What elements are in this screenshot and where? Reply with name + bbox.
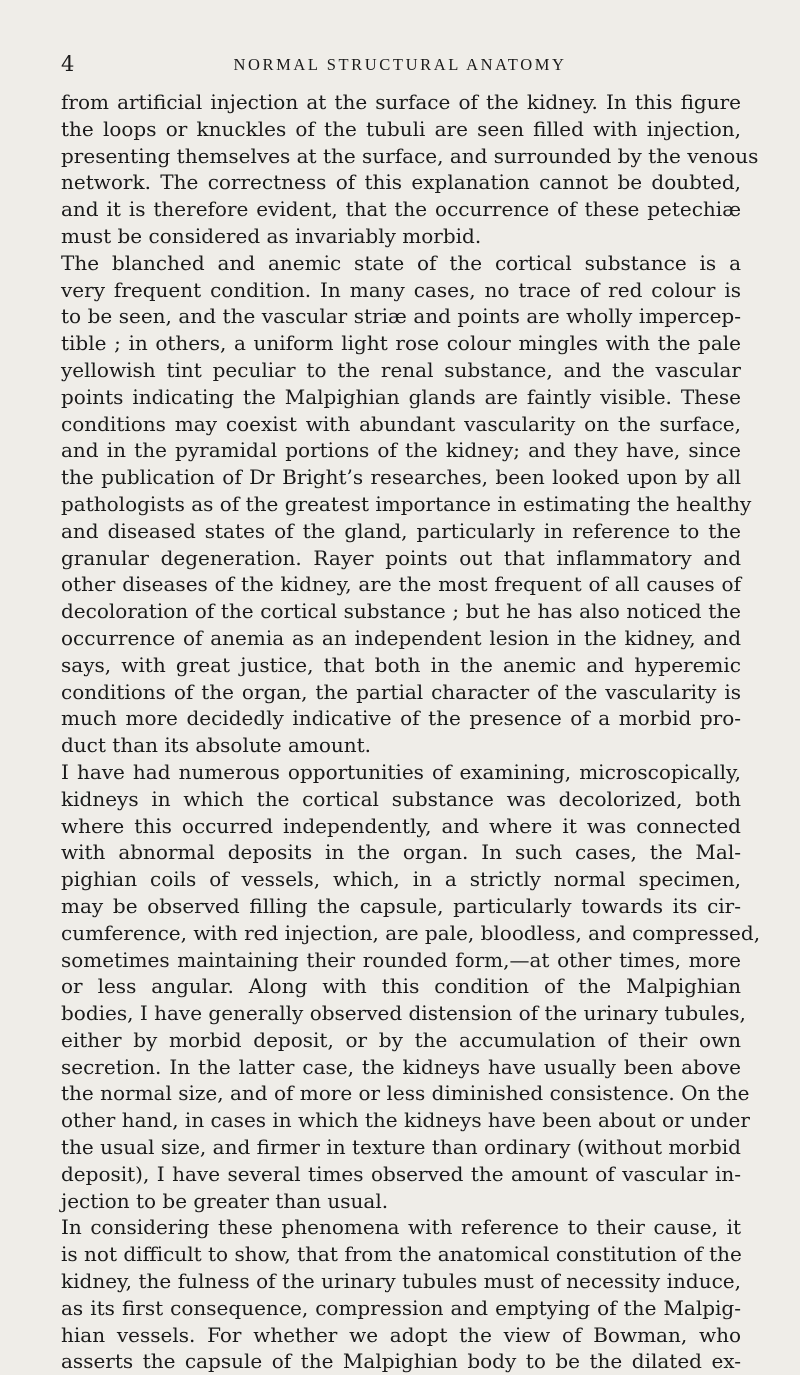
text-line: jection to be greater than usual. (61, 1188, 389, 1213)
body-text (61, 89, 761, 1375)
text-line: sometimes maintaining their rounded form,—at other times, more (61, 947, 741, 972)
text-line: pighian coils of vessels, which, in a strictly normal specimen, (61, 867, 741, 892)
text-line: must be considered as invariably morbid. (61, 223, 482, 248)
text-line: the loops or knuckles of the tubuli are seen filled with injection, (61, 116, 741, 141)
text-line: and it is therefore evident, that the occurrence of these petechiæ (61, 197, 741, 222)
text-line: asserts the capsule of the Malpighian body to be the dilated ex- (61, 1349, 741, 1374)
text-line: occurrence of anemia as an independent lesion in the kidney, and (61, 625, 741, 650)
text-line: says, with great justice, that both in the anemic and hyperemic (61, 652, 741, 677)
page-number: 4 (61, 52, 75, 76)
text-line: the usual size, and firmer in texture than ordinary (without morbid (61, 1135, 741, 1160)
text-line: The blanched and anemic state of the cortical substance is a (61, 250, 741, 275)
text-line: from artificial injection at the surface of the kidney. In this figure (61, 90, 741, 114)
text-line: kidney, the fulness of the urinary tubules must of necessity induce, (61, 1269, 741, 1294)
text-line: much more decidedly indicative of the presence of a morbid pro- (61, 706, 741, 731)
text-line: hian vessels. For whether we adopt the view of Bowman, who (61, 1322, 741, 1347)
text-line: presenting themselves at the surface, and surrounded by the venous (61, 143, 759, 168)
text-line: is not difficult to show, that from the anatomical constitution of the (61, 1242, 742, 1267)
text-line: very frequent condition. In many cases, no trace of red colour is (61, 277, 741, 302)
text-line: the publication of Dr Bright’s researches, been looked upon by all (61, 465, 741, 490)
text-line: or less angular. Along with this condition of the Malpighian (61, 974, 741, 999)
text-line: and in the pyramidal portions of the kidney; and they have, since (61, 438, 741, 463)
text-line: may be observed filling the capsule, particularly towards its cir- (61, 893, 741, 918)
running-head: NORMAL STRUCTURAL ANATOMY (233, 55, 567, 74)
text-line: secretion. In the latter case, the kidneys have usually been above (61, 1054, 741, 1079)
text-line: decoloration of the cortical substance ; but he has also noticed the (61, 599, 741, 624)
text-line: In considering these phenomena with reference to their cause, it (61, 1215, 741, 1240)
text-line: the normal size, and of more or less diminished consistence. On the (61, 1081, 750, 1106)
text-line: to be seen, and the vascular striæ and points are wholly impercep- (61, 304, 741, 329)
text-line: yellowish tint peculiar to the renal substance, and the vascular (61, 357, 741, 382)
text-line: granular degeneration. Rayer points out that inflammatory and (61, 545, 741, 570)
text-line: cumference, with red injection, are pale, bloodless, and compressed, (61, 920, 761, 945)
text-line: bodies, I have generally observed distension of the urinary tubules, (61, 1001, 746, 1026)
text-line: other hand, in cases in which the kidneys have been about or under (61, 1108, 750, 1133)
text-line: deposit), I have several times observed the amount of vascular in- (61, 1161, 741, 1186)
text-line: tible ; in others, a uniform light rose colour mingles with the pale (61, 331, 741, 356)
text-line: with abnormal deposits in the organ. In such cases, the Mal- (61, 840, 741, 865)
text-line: as its first consequence, compression and emptying of the Malpig- (61, 1295, 741, 1320)
text-line: where this occurred independently, and where it was connected (61, 813, 741, 838)
text-line: pathologists as of the greatest importance in estimating the healthy (61, 491, 752, 516)
text-line: points indicating the Malpighian glands are faintly visible. These (61, 384, 741, 409)
text-line: I have had numerous opportunities of examining, microscopically, (61, 759, 741, 784)
text-line: and diseased states of the gland, particularly in reference to the (61, 518, 741, 543)
text-line: duct than its absolute amount. (61, 733, 372, 758)
text-line: kidneys in which the cortical substance was decolorized, both (61, 786, 741, 811)
text-line: conditions may coexist with abundant vascularity on the surface, (61, 411, 741, 436)
text-line: either by morbid deposit, or by the accumulation of their own (61, 1027, 741, 1052)
text-line: conditions of the organ, the partial character of the vascularity is (61, 679, 741, 704)
text-line: network. The correctness of this explanation cannot be doubted, (61, 170, 741, 195)
text-line: other diseases of the kidney, are the most frequent of all causes of (61, 572, 741, 597)
